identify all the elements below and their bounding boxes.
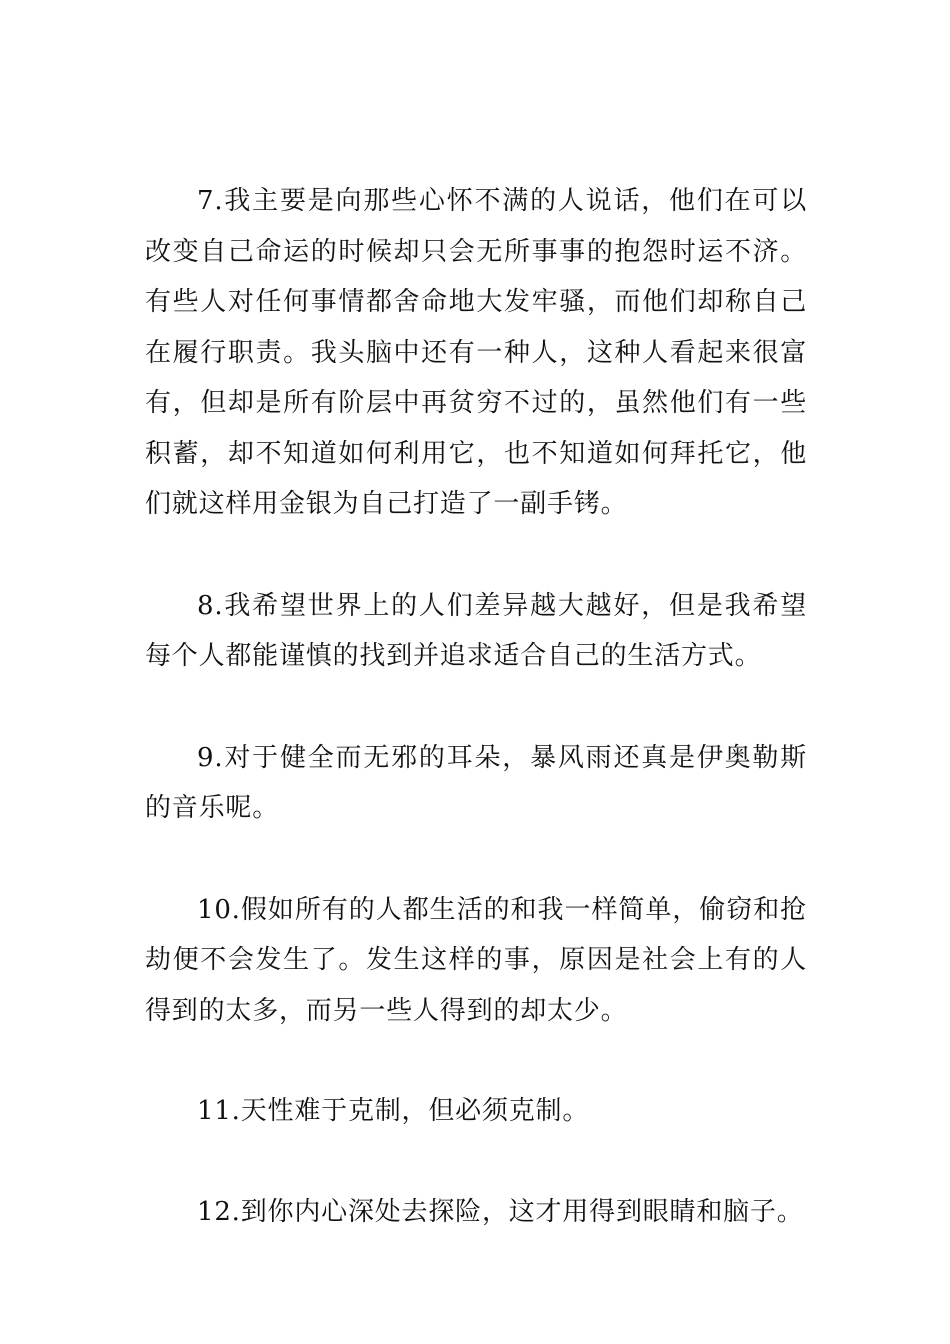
paragraph-gap <box>145 834 807 885</box>
paragraph-8: 8.我希望世界上的人们差异越大越好，但是我希望每个人都能谨慎的找到并追求适合自己的生活方式。 <box>145 590 807 671</box>
document-body <box>145 176 807 1237</box>
paragraph-gap <box>145 1137 807 1187</box>
paragraph-gap <box>145 682 807 733</box>
paragraph-9: 9.对于健全而无邪的耳朵，暴风雨还真是伊奥勒斯的音乐呢。 <box>145 742 807 823</box>
paragraph-11: 11.天性难于克制，但必须克制。 <box>197 1096 590 1126</box>
paragraph-10: 10.假如所有的人都生活的和我一样简单，偷窃和抢劫便不会发生了。发生这样的事，原因是社会上有的人得到的太多，而另一些人得到的却太少。 <box>145 894 807 1026</box>
paragraph-7: 7.我主要是向那些心怀不满的人说话，他们在可以改变自己命运的时候却只会无所事事的抱怨时运不济。有些人对任何事情都舍命地大发牢骚，而他们却称自己在履行职责。我头脑中还有一种人，这种人看起来很富有，但却是所有阶层中再贫穷不过的，虽然他们有一些积蓄，却不知道如何利用它，也不知道如何拜托它，他们就这样用金银为自己打造了一副手铐。 <box>145 186 807 519</box>
paragraph-gap <box>145 1036 807 1086</box>
paragraph-12: 12.到你内心深处去探险，这才用得到眼睛和脑子。 <box>197 1196 804 1227</box>
paragraph-gap <box>145 530 807 581</box>
